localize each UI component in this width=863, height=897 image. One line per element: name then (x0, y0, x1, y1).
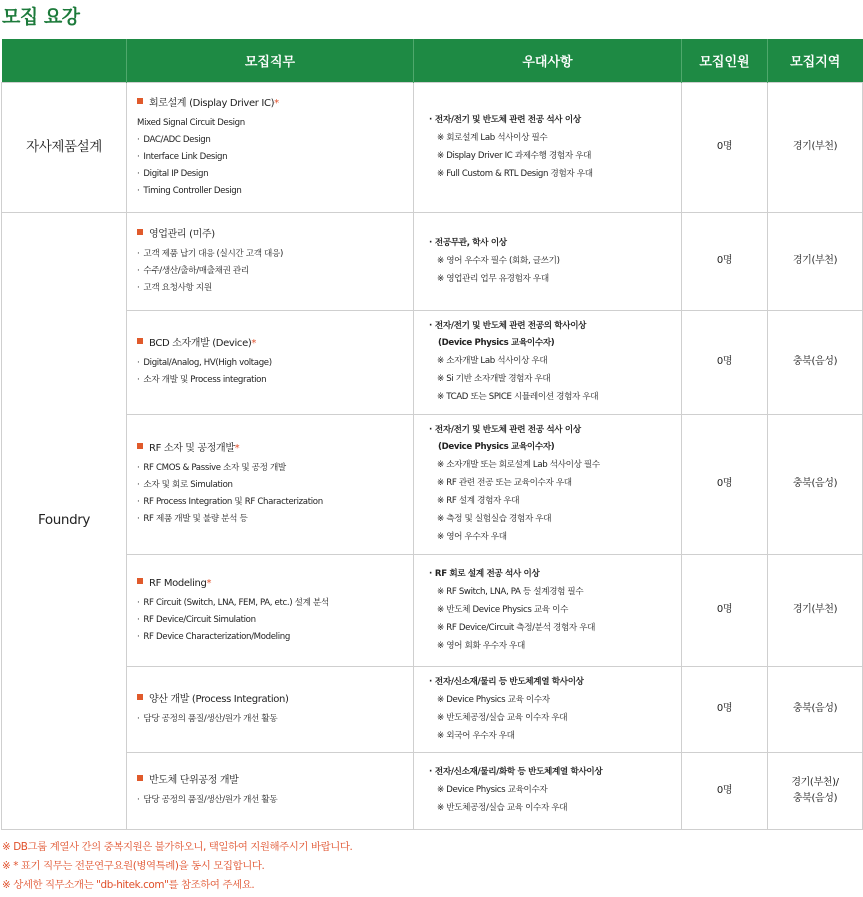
region-cell (768, 310, 863, 414)
job-detail: · DAC/ADC Design (137, 134, 211, 145)
dot-icon: · (429, 767, 432, 777)
region-line: 충북(음성) (792, 792, 838, 804)
job-detail: · Timing Controller Design (137, 185, 242, 196)
dot-icon: · (429, 676, 432, 687)
header-region: 모집지역 (768, 39, 863, 82)
region-line: 충북(음성) (792, 356, 838, 367)
count-cell: 0명 (682, 414, 768, 554)
square-bullet-icon (137, 338, 143, 344)
preference-item: ※ 영어 우수자 필수 (회화, 글쓰기) (437, 255, 560, 266)
job-title (137, 226, 413, 243)
preference-cell (414, 666, 682, 752)
preference-item: ※ 반도체공정/실습 교육 이수자 우대 (437, 803, 568, 813)
preference-item: ※ 영어 회화 우수자 우대 (437, 640, 525, 651)
count-cell: 0명 (682, 752, 768, 829)
region-line: 경기(부천)/ (791, 776, 839, 788)
count-cell: 0명 (682, 82, 768, 212)
job-title (137, 440, 413, 457)
square-bullet-icon (137, 98, 143, 104)
table-row (2, 310, 863, 414)
preference-item: ※ Si 기반 소자개발 경험자 우대 (437, 374, 551, 384)
region-line: 경기(부천) (792, 255, 838, 266)
dot-icon: · (137, 463, 140, 473)
preference-item: ※ TCAD 또는 SPICE 시뮬레이션 경험자 우대 (437, 392, 599, 402)
preference-item: ※ 외국어 우수자 우대 (437, 730, 515, 741)
job-cell (127, 414, 414, 554)
count-cell: 0명 (682, 554, 768, 666)
dot-icon: · (137, 480, 140, 490)
preference-item: ※ 소자개발 Lab 석사이상 우대 (437, 356, 548, 366)
job-detail: · RF CMOS & Passive 소자 및 공정 개발 (137, 463, 286, 473)
header-category (2, 39, 127, 82)
preference-cell (414, 414, 682, 554)
preference-cell (414, 554, 682, 666)
job-title-text: RF 소자 및 공정개발 (149, 443, 235, 454)
job-detail: · 소자 및 회로 Simulation (137, 480, 233, 490)
square-bullet-icon (137, 229, 143, 235)
preference-cell (414, 212, 682, 310)
dot-icon: · (137, 185, 140, 196)
preference-head: · RF 회로 설계 전공 석사 이상 (429, 568, 540, 579)
dot-icon: · (429, 321, 432, 331)
star-mark: * (234, 443, 240, 454)
job-title (137, 575, 413, 592)
job-title-text: 영업관리 (미주) (149, 228, 215, 240)
dot-icon: · (137, 375, 140, 385)
dot-icon: · (137, 713, 140, 724)
square-bullet-icon (137, 694, 143, 700)
region-line: 충북(음성) (792, 703, 838, 714)
job-detail: · RF Device/Circuit Simulation (137, 614, 256, 625)
dot-icon: · (137, 168, 140, 179)
job-detail: · 담당 공정의 품질/생산/원가 개선 활동 (137, 795, 278, 805)
preference-head: · 전자/신소재/물리/화학 등 반도체계열 학사이상 (429, 767, 603, 777)
header-count: 모집인원 (682, 39, 768, 82)
region-cell (768, 666, 863, 752)
preference-cell (414, 82, 682, 212)
count-cell: 0명 (682, 666, 768, 752)
dot-icon: · (429, 237, 432, 248)
preference-item: ※ RF Switch, LNA, PA 등 설계경험 필수 (437, 586, 584, 597)
dot-icon: · (137, 631, 140, 642)
preference-head: · 전자/전기 및 반도체 관련 전공 석사 이상 (429, 114, 581, 125)
preference-cell (414, 752, 682, 829)
dot-icon: · (137, 795, 140, 805)
region-line: 충북(음성) (792, 478, 838, 489)
count-cell: 0명 (682, 310, 768, 414)
preference-item: ※ 반도체공정/실습 교육 이수자 우대 (437, 712, 568, 723)
table-row (2, 212, 863, 310)
job-cell (127, 666, 414, 752)
preference-head: · 전자/전기 및 반도체 관련 전공의 학사이상 (Device Physics 교육이수자) (429, 321, 587, 348)
job-title (137, 335, 413, 352)
dot-icon: · (429, 114, 432, 125)
job-title (137, 772, 413, 789)
job-title-text: 회로설계 (Display Driver IC) (149, 97, 275, 109)
job-cell (127, 554, 414, 666)
job-detail: · RF 제품 개발 및 불량 분석 등 (137, 514, 248, 524)
table-row (2, 554, 863, 666)
job-detail: · 고객 제품 납기 대응 (실시간 고객 대응) (137, 248, 283, 259)
job-title-text: 반도체 단위공정 개발 (149, 775, 239, 786)
job-detail: · Interface Link Design (137, 151, 228, 162)
header-job: 모집직무 (127, 39, 414, 82)
page-title: 모집 요강 (2, 6, 80, 28)
preference-head: · 전자/신소재/물리 등 반도체계열 학사이상 (429, 676, 584, 687)
job-title (137, 691, 413, 708)
job-title-text: BCD 소자개발 (Device) (149, 338, 252, 349)
region-line: 경기(부천) (792, 141, 838, 152)
category-cell: Foundry (2, 212, 127, 829)
dot-icon: · (137, 282, 140, 293)
preference-item: ※ Device Physics 교육 이수자 (437, 694, 550, 705)
preference-item: ※ Device Physics 교육이수자 (437, 785, 548, 795)
table-row (2, 414, 863, 554)
job-detail: · 고객 요청사항 지원 (137, 282, 212, 293)
dot-icon: · (429, 425, 432, 435)
table-row (2, 752, 863, 829)
preference-item: ※ Full Custom & RTL Design 경험자 우대 (437, 168, 593, 179)
region-cell (768, 414, 863, 554)
dot-icon: · (137, 265, 140, 276)
note-item: ※ DB그룹 계열사 간의 중복지원은 불가하오니, 택일하여 지원해주시기 바랍니다. (2, 841, 353, 853)
job-detail: · RF Device Characterization/Modeling (137, 631, 290, 642)
star-mark: * (251, 338, 257, 349)
dot-icon: · (137, 134, 140, 145)
job-cell (127, 310, 414, 414)
dot-icon: · (137, 497, 140, 507)
dot-icon: · (137, 597, 140, 608)
preference-item: ※ 회로설계 Lab 석사이상 필수 (437, 132, 548, 143)
square-bullet-icon (137, 443, 143, 449)
preference-cell (414, 310, 682, 414)
table-row (2, 666, 863, 752)
table-header-row (2, 39, 863, 82)
region-cell (768, 752, 863, 829)
preference-head: · 전자/전기 및 반도체 관련 전공 석사 이상 (Device Physics 교육이수자) (429, 425, 581, 452)
recruit-table (1, 39, 863, 830)
job-cell (127, 212, 414, 310)
star-mark: * (206, 577, 212, 589)
region-cell (768, 82, 863, 212)
preference-head: · 전공무관, 학사 이상 (429, 237, 507, 248)
square-bullet-icon (137, 578, 143, 584)
note-item: ※ * 표기 직무는 전문연구요원(병역특례)을 동시 모집합니다. (2, 860, 265, 872)
job-detail: · Digital IP Design (137, 168, 209, 179)
dot-icon: · (137, 514, 140, 524)
preference-item: ※ RF Device/Circuit 측정/분석 경험자 우대 (437, 622, 596, 633)
preference-item: ※ 영업관리 업무 유경험자 우대 (437, 273, 549, 284)
job-detail: · 소자 개발 및 Process integration (137, 375, 267, 385)
table-body (2, 82, 863, 829)
job-cell (127, 752, 414, 829)
job-subtitle: Mixed Signal Circuit Design (137, 117, 245, 128)
preference-item: ※ 반도체 Device Physics 교육 이수 (437, 604, 569, 615)
job-detail: · 수주/생산/출하/매출채권 관리 (137, 265, 249, 276)
dot-icon: · (137, 614, 140, 625)
category-cell: 자사제품설계 (2, 82, 127, 212)
header-preference: 우대사항 (414, 39, 682, 82)
dot-icon: · (137, 358, 140, 368)
preference-item: ※ 영어 우수자 우대 (437, 532, 507, 542)
preference-item: ※ Display Driver IC 과제수행 경험자 우대 (437, 150, 592, 161)
count-cell: 0명 (682, 212, 768, 310)
table-row (2, 82, 863, 212)
region-cell (768, 212, 863, 310)
dot-icon: · (429, 568, 432, 579)
job-detail: · 담당 공정의 품질/생산/원가 개선 활동 (137, 713, 278, 724)
preference-item: ※ RF 설계 경험자 우대 (437, 496, 520, 506)
job-detail: · RF Process Integration 및 RF Characterization (137, 497, 323, 507)
job-title-text: 양산 개발 (Process Integration) (149, 693, 289, 705)
job-title (137, 95, 413, 112)
note-item: ※ 상세한 직무소개는 "db-hitek.com"를 참조하여 주세요. (2, 879, 255, 891)
notes (2, 838, 352, 895)
star-mark: * (274, 97, 279, 109)
preference-item: ※ RF 관련 전공 또는 교육이수자 우대 (437, 478, 572, 488)
preference-item: ※ 소자개발 또는 회로설계 Lab 석사이상 필수 (437, 460, 600, 470)
preference-item: ※ 측정 및 실험실습 경험자 우대 (437, 514, 552, 524)
dot-icon: · (137, 248, 140, 259)
region-line: 경기(부천) (792, 604, 838, 615)
job-detail: · RF Circuit (Switch, LNA, FEM, PA, etc.) 설계 분석 (137, 597, 329, 608)
job-title-text: RF Modeling (149, 577, 207, 589)
job-detail: · Digital/Analog, HV(High voltage) (137, 358, 272, 368)
region-cell (768, 554, 863, 666)
job-cell (127, 82, 414, 212)
square-bullet-icon (137, 775, 143, 781)
dot-icon: · (137, 151, 140, 162)
